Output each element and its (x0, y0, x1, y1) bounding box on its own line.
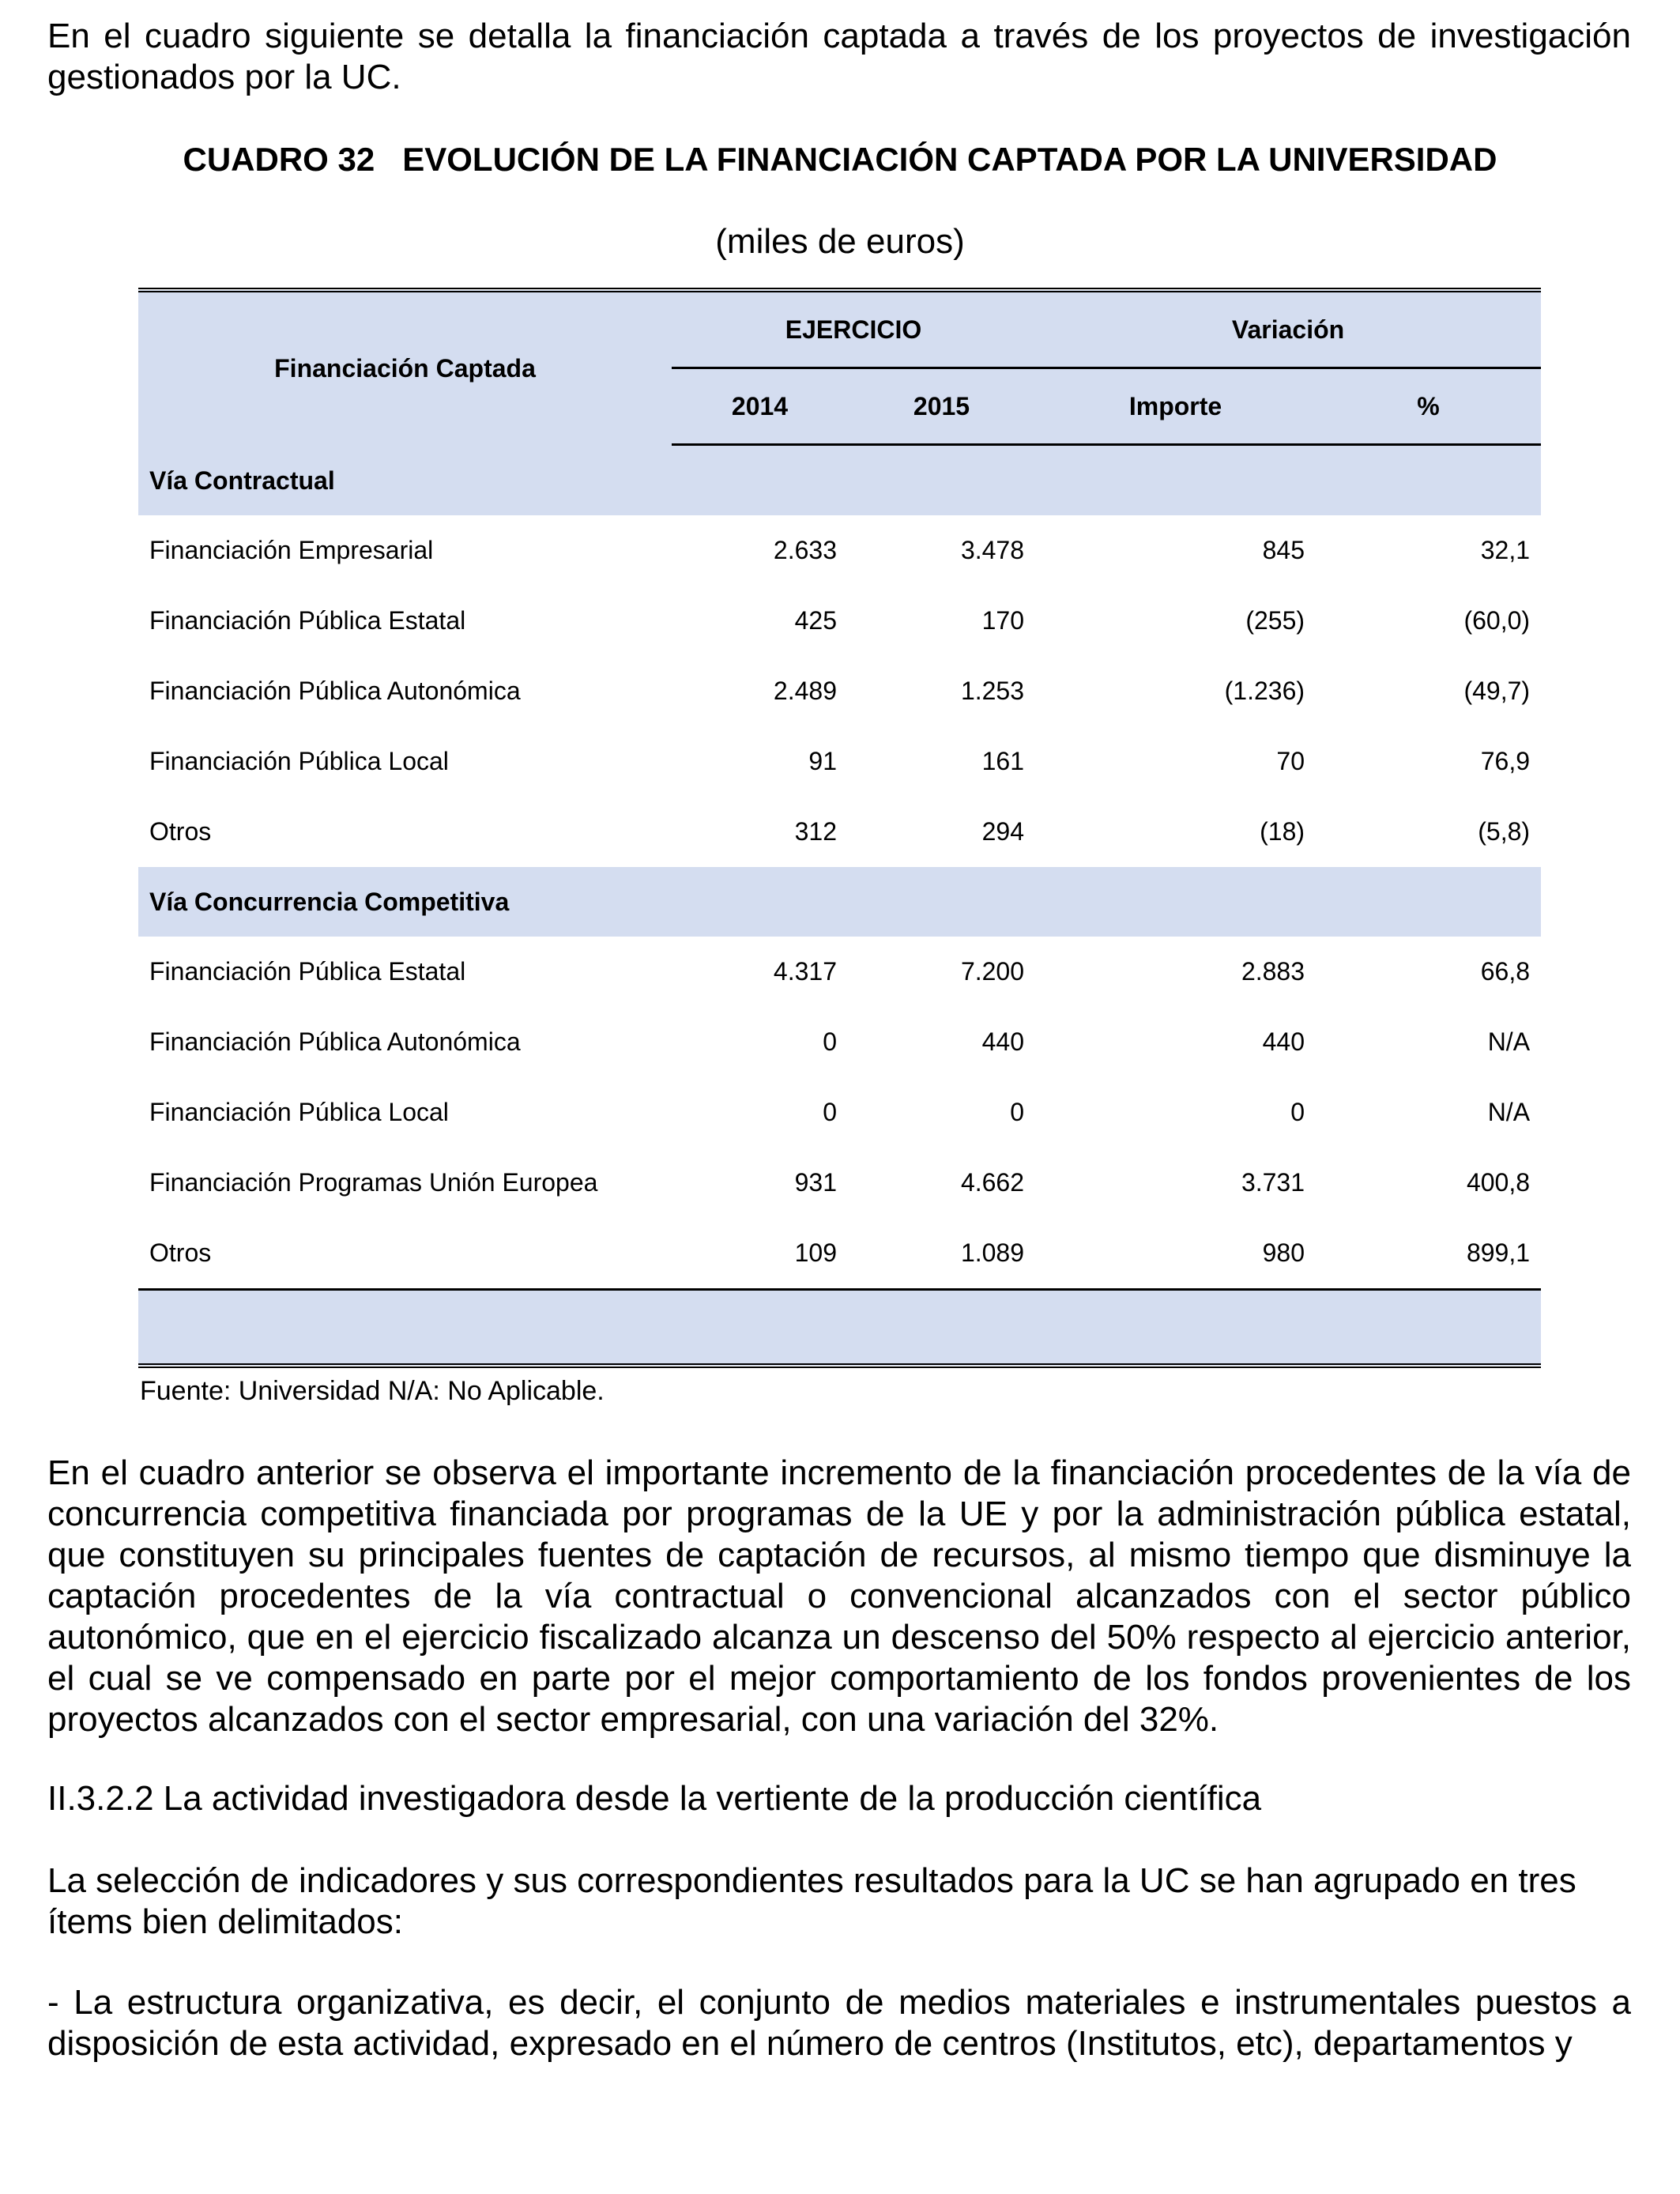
value-percent: (5,8) (1478, 817, 1531, 846)
value-2015: 1.253 (960, 677, 1025, 705)
header-2015: 2015 (848, 368, 1035, 445)
value-2014: 931 (794, 1168, 837, 1197)
value-2014: 312 (794, 817, 837, 846)
value-importe: 3.731 (1241, 1168, 1305, 1197)
section-heading: II.3.2.2 La actividad investigadora desde la vertiente de la producción científica (47, 1779, 1262, 1818)
header-percent: % (1316, 368, 1541, 445)
value-percent: N/A (1487, 1098, 1531, 1126)
intro-paragraph: En el cuadro siguiente se detalla la financiación captada a través de los proyectos de investigación gestionados por la UC. (47, 17, 1631, 96)
table-row (138, 1077, 1541, 1148)
table-row (138, 586, 1541, 656)
table-row (138, 1007, 1541, 1077)
value-importe: (1.236) (1224, 677, 1305, 705)
row-label: Financiación Pública Local (149, 1098, 449, 1126)
value-importe: (18) (1260, 817, 1305, 846)
value-2014: 4.317 (773, 957, 837, 986)
source-note: Fuente: Universidad N/A: No Aplicable. (140, 1376, 605, 1406)
header-variacion: Variación (1035, 290, 1541, 368)
total-value-importe (1035, 1290, 1316, 1367)
table-title: CUADRO 32 EVOLUCIÓN DE LA FINANCIACIÓN CAPTADA POR LA UNIVERSIDAD (183, 141, 1497, 178)
table-row (138, 1218, 1541, 1290)
value-importe: 440 (1262, 1027, 1305, 1056)
value-importe: 70 (1276, 747, 1305, 775)
row-label: Otros (149, 817, 212, 846)
selection-paragraph: La selección de indicadores y sus correspondientes resultados para la UC se han agrupado en tres ítems bien delimitados: (47, 1861, 1576, 1941)
total-value-2014 (672, 1290, 848, 1367)
value-2014: 2.633 (773, 536, 837, 564)
value-percent: N/A (1487, 1027, 1531, 1056)
section-row (138, 867, 1541, 937)
table-unit: (miles de euros) (715, 222, 965, 261)
value-percent: 66,8 (1480, 957, 1531, 986)
value-2015: 3.478 (960, 536, 1025, 564)
row-label: Financiación Programas Unión Europea (149, 1168, 598, 1197)
row-label: Financiación Pública Estatal (149, 957, 466, 986)
value-percent: (60,0) (1463, 606, 1531, 635)
header-importe: Importe (1035, 368, 1316, 445)
value-2015: 170 (981, 606, 1025, 635)
table-row (138, 1148, 1541, 1218)
table-row (138, 515, 1541, 586)
total-value-2015 (848, 1290, 1035, 1367)
header-2014: 2014 (672, 368, 848, 445)
table-body (138, 445, 1541, 1367)
value-2014: 425 (794, 606, 837, 635)
value-2014: 0 (823, 1027, 837, 1056)
header-row-label: Financiación Captada (138, 290, 672, 445)
financing-table-container (138, 288, 1541, 1368)
value-percent: 32,1 (1480, 536, 1531, 564)
value-percent: 76,9 (1480, 747, 1531, 775)
row-label: Financiación Pública Estatal (149, 606, 466, 635)
header-ejercicio: EJERCICIO (672, 290, 1035, 368)
value-2014: 109 (794, 1238, 837, 1267)
value-2015: 294 (981, 817, 1025, 846)
analysis-paragraph: En el cuadro anterior se observa el importante incremento de la financiación procedentes de la vía de concurrencia competitiva financiada por programas de la UE y por la administración pública estatal, que constituyen su principales fuentes de captación de recursos, al mismo tiempo que disminuye la captación procedentes de la vía contractual o convencional alcanzados con el sector público autonómico, que en el ejercicio fiscalizado alcanza un descenso del 50% respecto al ejercicio anterior, el cual se ve compensado en parte por el mejor comportamiento de los fondos provenientes de los proyectos alcanzados con el sector empresarial, con una variación del 32%. (47, 1453, 1631, 1739)
row-label: Financiación Pública Local (149, 747, 449, 775)
financing-table (138, 288, 1541, 1368)
row-label: Financiación Pública Autonómica (149, 1027, 521, 1056)
bullet-paragraph: - La estructura organizativa, es decir, el conjunto de medios materiales e instrumentales puestos a disposición de esta actividad, expresado en el número de centros (Institutos, etc), departamentos y (47, 1983, 1631, 2063)
value-importe: 980 (1262, 1238, 1305, 1267)
value-importe: 845 (1262, 536, 1305, 564)
value-2015: 0 (1010, 1098, 1025, 1126)
total-value-percent (1316, 1290, 1541, 1367)
value-percent: 400,8 (1466, 1168, 1531, 1197)
table-row (138, 937, 1541, 1007)
total-row (138, 1290, 1541, 1367)
row-label: Financiación Pública Autonómica (149, 677, 521, 705)
section-row (138, 445, 1541, 516)
table-row (138, 797, 1541, 867)
section-title: Vía Concurrencia Competitiva (138, 867, 1541, 937)
value-2014: 0 (823, 1098, 837, 1126)
value-2014: 91 (808, 747, 837, 775)
value-2015: 1.089 (960, 1238, 1025, 1267)
value-importe: (255) (1245, 606, 1305, 635)
total-row-label (138, 1290, 672, 1367)
value-2015: 4.662 (960, 1168, 1025, 1197)
value-importe: 2.883 (1241, 957, 1305, 986)
value-percent: 899,1 (1466, 1238, 1531, 1267)
section-title: Vía Contractual (138, 445, 1541, 516)
value-2015: 7.200 (960, 957, 1025, 986)
value-2015: 161 (981, 747, 1025, 775)
value-2014: 2.489 (773, 677, 837, 705)
row-label: Otros (149, 1238, 212, 1267)
table-row (138, 656, 1541, 726)
value-2015: 440 (981, 1027, 1025, 1056)
value-percent: (49,7) (1463, 677, 1531, 705)
table-row (138, 726, 1541, 797)
value-importe: 0 (1290, 1098, 1305, 1126)
row-label: Financiación Empresarial (149, 536, 434, 564)
